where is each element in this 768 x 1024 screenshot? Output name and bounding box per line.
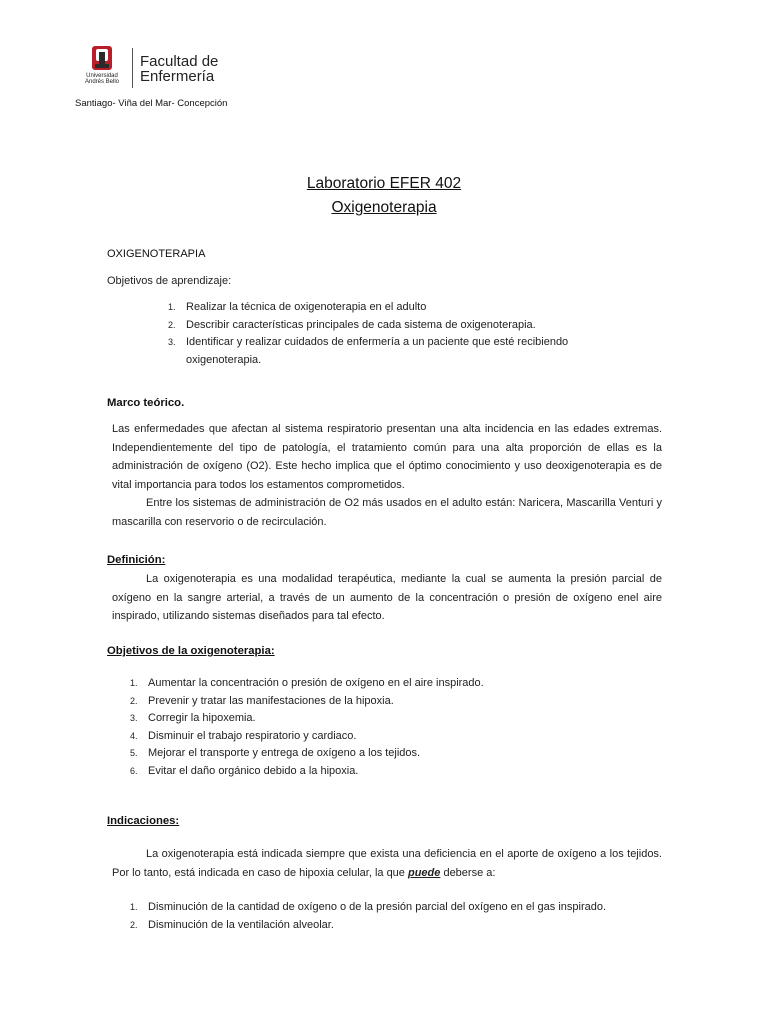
objectives-lead: Objetivos de aprendizaje: (107, 275, 232, 287)
emphasis-word: puede (407, 866, 441, 879)
document-subtitle: Oxigenoterapia (331, 199, 437, 216)
list-item: 4. Disminuir el trabajo respiratorio y cardiaco. (130, 729, 357, 742)
definicion-heading: Definición: (107, 554, 166, 566)
indicaciones-heading: Indicaciones: (107, 815, 180, 827)
section-heading-oxigenoterapia: OXIGENOTERAPIA (107, 248, 206, 260)
list-item: 2. Prevenir y tratar las manifestaciones de la hipoxia. (130, 694, 394, 707)
learning-objectives-list (168, 299, 628, 369)
list-item: 2. Describir características principales de cada sistema de oxigenoterapia. (168, 318, 536, 331)
faculty-name: Facultad de Enfermería (140, 53, 219, 85)
marco-paragraph-1: Las enfermedades que afectan al sistema respiratorio presentan una alta incidencia en las edades extremas. Independientemente del tipo de patología, el tratamiento común para una alta proporción de ellas es la administración de oxígeno (O2). Este hecho implica que el óptimo conocimiento y uso deoxigenoterapia es de vital importancia para todos los estamentos comprometidos. (112, 423, 662, 491)
marco-paragraph-2: Entre los sistemas de administración de O2 más usados en el adulto están: Naricera, Mascarilla Venturi y mascarilla con reservorio o de recirculación. (112, 497, 662, 528)
list-item: 6. Evitar el daño orgánico debido a la hipoxia. (130, 764, 359, 777)
list-item: 5. Mejorar el transporte y entrega de oxígeno a los tejidos. (130, 747, 421, 760)
unab-emblem-icon (80, 44, 124, 74)
list-item: 1. Realizar la técnica de oxigenoterapia en el adulto (168, 301, 427, 313)
university-logo (80, 44, 240, 92)
list-item: 3. Corregir la hipoxemia. (130, 712, 256, 725)
list-item: 3. Identificar y realizar cuidados de enfermería a un paciente que esté recibiendo oxigenoterapia. (168, 336, 569, 366)
indicaciones-paragraph: La oxigenoterapia está indicada siempre que exista una deficiencia en el aporte de oxígeno a los tejidos. Por lo tanto, está indicada en caso de hipoxia celular, la que puede deberse a: (112, 848, 662, 879)
university-name: Universidad Andrés Bello (84, 73, 120, 85)
logo-divider (132, 48, 134, 88)
list-item: 1. Disminución de la cantidad de oxígeno o de la presión parcial del oxígeno en el gas inspirado. (130, 901, 607, 913)
objetivos-heading: Objetivos de la oxigenoterapia: (107, 645, 275, 657)
document-title: Laboratorio EFER 402 (306, 175, 462, 192)
marco-teorico-heading: Marco teórico. (107, 397, 185, 409)
campus-list: Santiago- Viña del Mar- Concepción (75, 98, 228, 109)
list-item: 2. Disminución de la ventilación alveolar. (130, 918, 334, 931)
list-item: 1. Aumentar la concentración o presión de oxígeno en el aire inspirado. (130, 677, 484, 689)
objetivos-list (130, 675, 610, 781)
indicaciones-list (130, 899, 650, 934)
definicion-paragraph: La oxigenoterapia es una modalidad terapéutica, mediante la cual se aumenta la presión parcial de oxígeno en la sangre arterial, a través de un aumento de la concentración o presión de oxígeno enel aire inspirado, utilizando sistemas diseñados para tal efecto. (112, 573, 662, 623)
